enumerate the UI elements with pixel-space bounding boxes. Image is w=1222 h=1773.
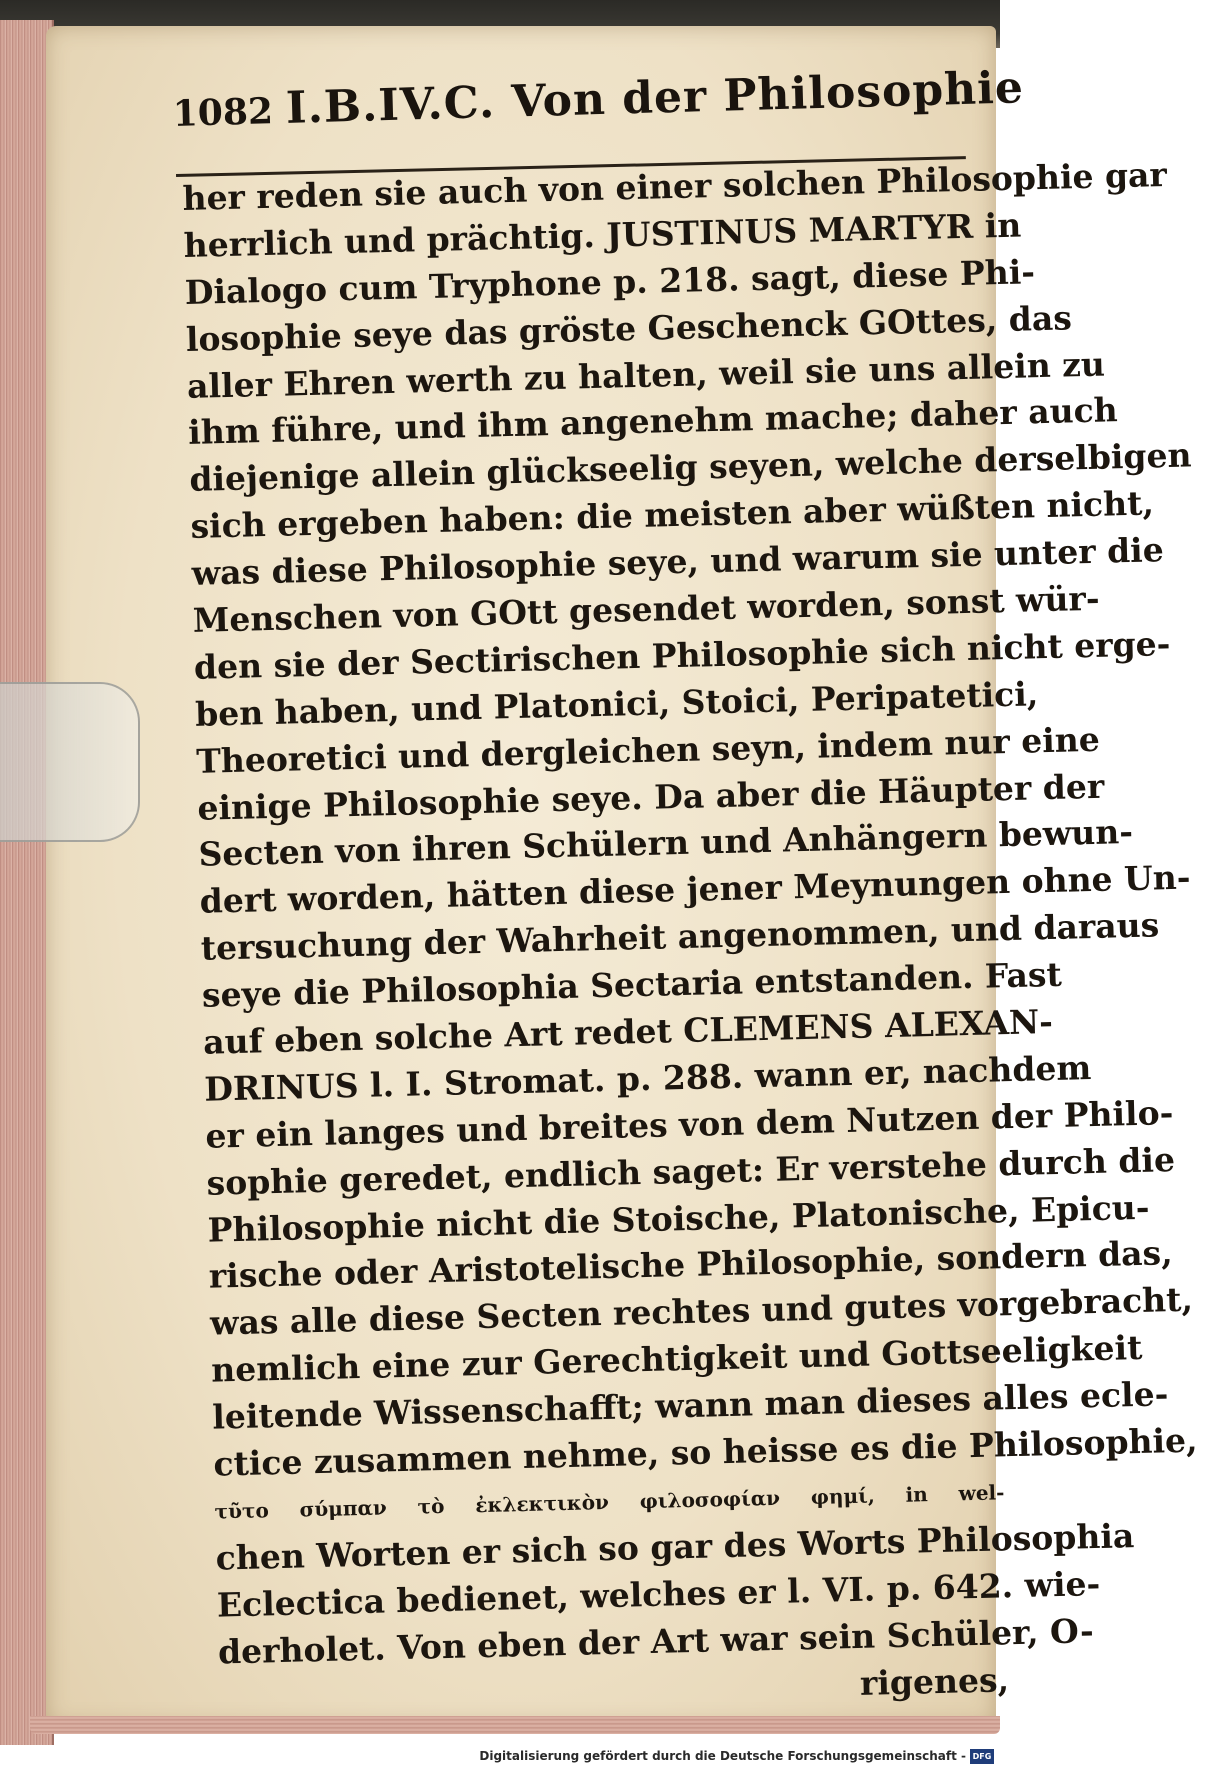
- text-line: was alle diese Secten rechtes und gutes vorgebracht,: [209, 1280, 1194, 1344]
- text-line: einige Philosophie seye. Da aber die Häupter der: [196, 766, 1105, 828]
- text-line: chen Worten er sich so gar des Worts Philosophia: [215, 1515, 1135, 1578]
- text-line: diejenige allein glückseelig seyen, welche derselbigen: [188, 435, 1192, 500]
- text-line: den sie der Sectirischen Philosophie sich nicht erge-: [193, 623, 1171, 687]
- text-line: nemlich eine zur Gerechtigkeit und Gottseeligkeit: [210, 1328, 1143, 1390]
- text-line: sophie geredet, endlich saget: Er verstehe durch die: [206, 1139, 1176, 1203]
- text-line: ben haben, und Platonici, Stoici, Peripatetici,: [194, 674, 1039, 734]
- text-line: Dialogo cum Tryphone p. 218. sagt, diese Phi-: [184, 251, 1036, 312]
- page-holder-clip: [0, 682, 140, 842]
- text-line: DRINUS l. I. Stromat. p. 288. wann er, nachdem: [203, 1047, 1092, 1109]
- text-line: Menschen von GOtt gesendet worden, sonst wür-: [192, 578, 1100, 640]
- text-line: Secten von ihren Schülern und Anhängern bewun-: [198, 812, 1134, 875]
- text-line: herrlich und prächtig. JUSTINUS MARTYR in: [183, 205, 1022, 265]
- text-line: ihm führe, und ihm angenehm mache; daher auch: [187, 390, 1119, 453]
- text-line: aller Ehren werth zu halten, weil sie uns allein zu: [186, 344, 1106, 406]
- text-line: er ein langes und breites von dem Nutzen der Philo-: [204, 1092, 1174, 1156]
- text-line: sich ergeben haben: die meisten aber wüßten nicht,: [190, 483, 1155, 547]
- digitization-footer: [0, 1745, 1000, 1773]
- running-title: I.B.IV.C. Von der Philosophie: [285, 62, 1025, 134]
- text-line: dert worden, hätten diese jener Meynungen ohne Un-: [199, 857, 1191, 922]
- dfg-logo: DFG: [970, 1749, 994, 1764]
- text-line: Theoretici und dergleichen seyn, indem nur eine: [195, 719, 1101, 781]
- text-line: leitende Wissenschafft; wann man dieses alles ecle-: [211, 1374, 1169, 1437]
- text-line: auf eben solche Art redet CLEMENS ALEXAN-: [202, 1002, 1054, 1062]
- text-line: losophie seye das gröste Geschenck GOttes, das: [185, 297, 1073, 359]
- funding-credit: Digitalisierung gefördert durch die Deutsche Forschungsgemeinschaft -: [479, 1749, 966, 1763]
- text-line: seye die Philosophia Sectaria entstanden. Fast: [201, 954, 1063, 1015]
- text-line: ctice zusammen nehme, so heisse es die Philosophie,: [213, 1420, 1198, 1484]
- text-line: was diese Philosophie seye, und warum sie unter die: [191, 530, 1165, 594]
- text-line: τῦτο σύμπαν τὸ ἐκλεκτικὸν φιλοσοφίαν φημί, in wel-: [214, 1480, 1005, 1524]
- text-line: Philosophie nicht die Stoische, Platonische, Epicu-: [207, 1187, 1150, 1250]
- body-text: [182, 154, 1198, 1723]
- text-line: Eclectica bedienet, welches er l. VI. p. 642. wie-: [216, 1563, 1101, 1625]
- page-number: 1082: [172, 90, 274, 135]
- text-line: rische oder Aristotelische Philosophie, sondern das,: [208, 1233, 1174, 1297]
- text-line: derholet. Von eben der Art war sein Schüler, O-: [217, 1610, 1095, 1672]
- text-line: tersuchung der Wahrheit angenommen, und daraus: [200, 905, 1160, 969]
- text-line: her reden sie auch von einer solchen Philosophie gar: [182, 154, 1168, 218]
- text-line: rigenes,: [859, 1659, 1010, 1703]
- book-bottom-edge: [30, 1716, 1000, 1734]
